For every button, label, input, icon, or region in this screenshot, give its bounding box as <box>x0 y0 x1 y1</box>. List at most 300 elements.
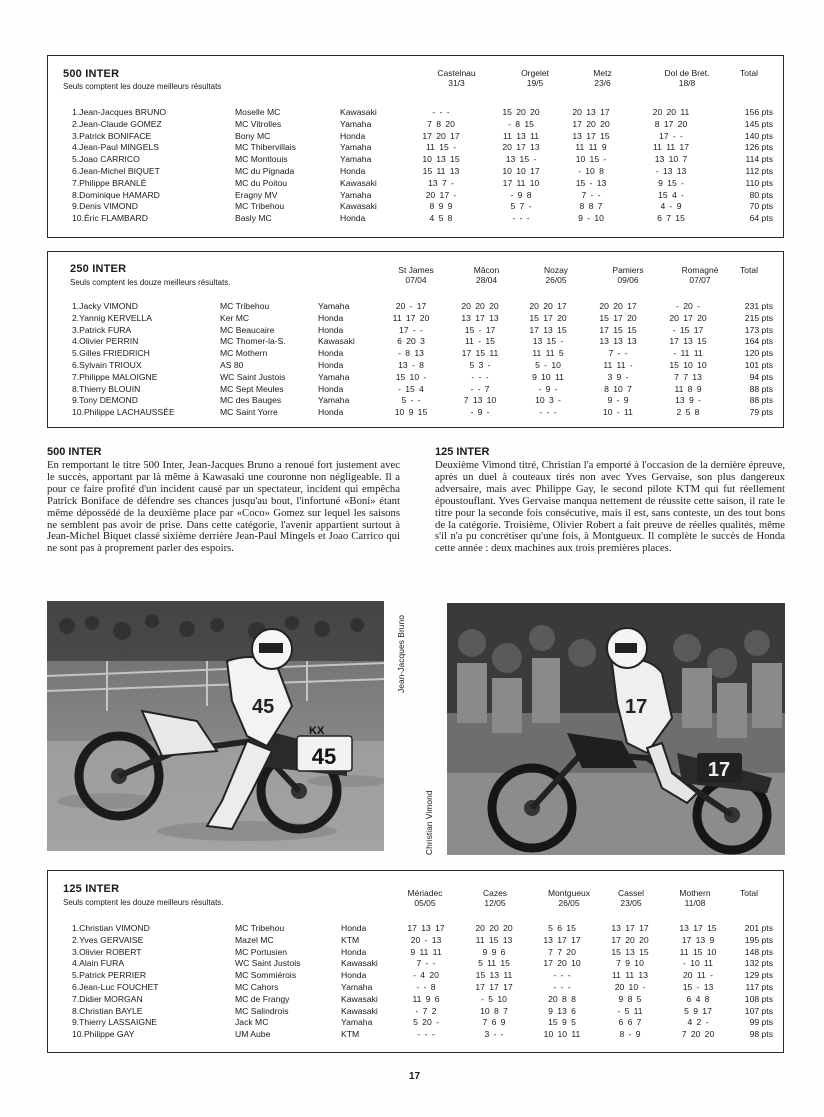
race-score: 15 - 13 <box>682 982 714 992</box>
standings-row <box>48 313 783 325</box>
rider-total: 112 pts <box>745 166 773 176</box>
standings-row <box>48 923 783 935</box>
standings-row <box>48 360 783 372</box>
rider-total: 88 pts <box>749 395 773 406</box>
article-500-body: En remportant le titre 500 Inter, Jean-Jacques Bruno a renoué fort justement avec le succès, apportant par là même à Kawasaki une couronne non négligeable. Il a pour ce faire profité d'un incident causé par un spectateur, incident qui empêcha Patrick Boniface de défendre ses chances jusqu'au bout, l'infortuné «Boni» étant même dépossédé de la deuxième place par «Coco» Gomez sur lequel les saisons ne semblent pas avoir de prise. Dans cette catégorie, l'avenir appartient surtout à Jean-Michel Biquet classé sixième derrière Jean-Paul Mingels et Joao Carrico qui ne sont pas à proprement parler des espoirs. <box>47 459 400 555</box>
rider-total: 101 pts <box>744 360 773 370</box>
race-header-3 <box>526 265 586 285</box>
rider-club: MC Tribehou <box>235 923 285 933</box>
race-score: 17 13 15 <box>529 324 567 335</box>
standings-row <box>48 1029 783 1041</box>
race-score: 13 13 13 <box>599 336 637 347</box>
race-score: 7 9 10 <box>616 958 644 969</box>
race-score: 20 10 - <box>614 982 646 992</box>
rider-name: 10.Éric FLAMBARD <box>72 213 148 224</box>
rider-total: 70 pts <box>749 201 773 212</box>
standings-250-title: 250 INTER <box>70 263 127 275</box>
rider-name: 7.Philippe MALOIGNE <box>72 371 158 382</box>
rider-bike: Kawasaki <box>340 107 377 117</box>
rider-total: 88 pts <box>749 383 773 394</box>
race-header-1 <box>386 265 446 285</box>
standings-row <box>48 154 783 166</box>
rider-name: 8.Dominique HAMARD <box>72 189 160 200</box>
rider-bike: Honda <box>318 324 344 335</box>
race-score: 20 13 17 <box>572 107 610 117</box>
rider-bike: Honda <box>341 970 367 981</box>
race-name: Metz <box>593 68 612 78</box>
standings-125-subtitle: Seuls comptent les douze meilleurs résultats. <box>63 898 224 907</box>
rider-bike: Yamaha <box>340 118 372 129</box>
svg-text:17: 17 <box>625 696 648 718</box>
race-date: 11/08 <box>684 898 706 908</box>
rider-name: 7.Didier MORGAN <box>72 993 143 1004</box>
race-name: Castelnau <box>437 68 476 78</box>
race-score: 6 7 15 <box>657 213 685 224</box>
race-score: 17 20 20 <box>611 934 649 945</box>
rider-club: MC Sommiérois <box>235 970 297 981</box>
rider-name: 2.Yannig KERVELLA <box>72 312 152 323</box>
rider-total: 195 pts <box>744 934 773 945</box>
rider-total: 201 pts <box>744 923 773 933</box>
race-score: 11 15 10 <box>679 946 717 957</box>
rider-total: 98 pts <box>749 1029 773 1040</box>
standings-row <box>48 348 783 360</box>
race-score: 17 15 15 <box>599 324 637 335</box>
race-score: 11 15 13 <box>475 934 513 945</box>
race-date: 05/05 <box>414 898 436 908</box>
rider-name: 8.Christian BAYLE <box>72 1005 143 1016</box>
race-header-3 <box>565 68 640 88</box>
rider-bike: Kawasaki <box>341 958 378 969</box>
standings-250-box <box>47 251 784 428</box>
rider-club: Basly MC <box>235 213 272 224</box>
rider-name: 2.Jean-Claude GOMEZ <box>72 118 162 129</box>
rider-name: 8.Thierry BLOUIN <box>72 383 141 394</box>
race-score: 13 7 - <box>428 177 454 188</box>
race-name: Cassel <box>618 888 644 898</box>
rider-bike: Yamaha <box>318 371 350 382</box>
race-date: 07/07 <box>689 275 711 285</box>
rider-total: 79 pts <box>749 407 773 418</box>
rider-total: 164 pts <box>744 336 773 347</box>
rider-name: 10.Philippe GAY <box>72 1029 135 1040</box>
standings-125-box <box>47 870 784 1053</box>
race-score: - 8 13 <box>398 348 424 359</box>
caption-jean-jacques-bruno: Jean-Jacques Bruno <box>396 615 406 693</box>
standings-row <box>48 166 783 178</box>
race-score: - 8 15 <box>508 118 534 129</box>
race-score: 17 15 11 <box>461 348 499 359</box>
rider-club: MC Montlouis <box>235 154 288 165</box>
rider-club: MC Cahors <box>235 982 279 992</box>
rider-name: 1.Jacky VIMOND <box>72 301 138 311</box>
rider-bike: KTM <box>341 934 360 945</box>
race-score: 10 13 15 <box>422 154 460 165</box>
race-date: 19/5 <box>526 78 544 88</box>
rider-club: MC Tribehou <box>235 201 285 212</box>
race-score: - - - <box>539 407 557 418</box>
race-score: - 9 8 <box>510 189 532 200</box>
total-header: Total <box>740 68 758 78</box>
plate-number-left: 45 <box>311 744 337 769</box>
race-score: - - - <box>432 107 450 117</box>
race-score: 17 13 17 <box>407 923 445 933</box>
rider-name: 5.Patrick PERRIER <box>72 970 147 981</box>
race-score: 20 20 17 <box>529 301 567 311</box>
race-score: - - - <box>417 1029 435 1040</box>
standings-row <box>48 336 783 348</box>
rider-name: 1.Jean-Jacques BRUNO <box>72 107 167 117</box>
race-score: 2 5 8 <box>676 407 700 418</box>
standings-500-subtitle: Seuls comptent les douze meilleurs résultats <box>63 82 222 91</box>
rider-total: 173 pts <box>744 324 773 335</box>
race-header-2 <box>454 265 519 285</box>
race-name: Cazes <box>482 888 508 898</box>
rider-total: 148 pts <box>744 946 773 957</box>
race-score: 13 17 17 <box>611 923 649 933</box>
rider-total: 231 pts <box>744 301 773 311</box>
rider-bike: Honda <box>341 946 367 957</box>
rider-name: 10.Philippe LACHAUSSÉE <box>72 407 175 418</box>
standings-row <box>48 190 783 202</box>
race-score: 11 11 17 <box>653 142 689 153</box>
rider-total: 117 pts <box>745 982 773 992</box>
rider-name: 5.Joao CARRICO <box>72 154 140 165</box>
race-name: Orgelet <box>521 68 549 78</box>
race-score: - 7 2 <box>415 1005 437 1016</box>
race-score: 13 17 15 <box>572 130 610 141</box>
race-date: 26/05 <box>558 898 580 908</box>
rider-club: AS 80 <box>220 360 244 370</box>
race-score: 13 17 15 <box>679 923 717 933</box>
rider-name: 7.Philippe BRANLÉ <box>72 177 147 188</box>
race-score: 13 15 - <box>532 336 564 347</box>
race-score: 6 4 8 <box>686 993 710 1004</box>
race-score: 10 15 - <box>575 154 607 165</box>
rider-total: 110 pts <box>745 177 773 188</box>
race-score: 15 10 - <box>395 371 427 382</box>
rider-name: 6.Jean-Luc FOUCHET <box>72 982 159 992</box>
rider-bike: Yamaha <box>340 189 372 200</box>
rider-club: MC Vitrolles <box>235 118 282 129</box>
rider-total: 107 pts <box>744 1005 773 1016</box>
race-score: 17 20 20 <box>572 118 610 129</box>
race-header-2 <box>495 68 575 88</box>
race-score: 13 10 7 <box>654 154 688 165</box>
rider-total: 156 pts <box>744 107 773 117</box>
race-header-4 <box>601 888 661 908</box>
rider-name: 5.Gilles FRIEDRICH <box>72 348 150 359</box>
rider-name: 3.Patrick BONIFACE <box>72 130 152 141</box>
rider-name: 3.Olivier ROBERT <box>72 946 142 957</box>
race-score: 7 - - <box>581 189 601 200</box>
rider-bike: Yamaha <box>318 301 350 311</box>
race-score: 20 11 - <box>683 970 713 981</box>
standings-row <box>48 958 783 970</box>
race-score: 9 13 6 <box>548 1005 576 1016</box>
photo-jean-jacques-bruno <box>47 601 384 851</box>
race-score: 6 20 3 <box>397 336 425 347</box>
standings-row <box>48 372 783 384</box>
race-header-5 <box>665 265 735 285</box>
race-score: 5 6 15 <box>548 923 576 933</box>
race-score: 15 20 20 <box>502 107 540 117</box>
standings-row <box>48 395 783 407</box>
rider-total: 80 pts <box>749 189 773 200</box>
race-score: - 4 20 <box>413 970 439 981</box>
race-date: 18/8 <box>678 78 696 88</box>
total-header: Total <box>740 265 758 275</box>
race-header-5 <box>660 888 730 908</box>
race-score: 13 17 17 <box>543 934 581 945</box>
rider-club: MC Beaucaire <box>220 324 275 335</box>
rider-club: MC Saint Yorre <box>220 407 278 418</box>
standings-row <box>48 142 783 154</box>
rider-bike: Honda <box>318 348 344 359</box>
standings-row <box>48 1006 783 1018</box>
race-date: 12/05 <box>484 898 506 908</box>
race-score: - - - <box>553 970 571 981</box>
rider-total: 120 pts <box>744 348 773 359</box>
race-header-1 <box>395 888 455 908</box>
rider-club: Mazel MC <box>235 934 274 945</box>
rider-bike: Honda <box>340 213 366 224</box>
race-header-4 <box>598 265 658 285</box>
race-score: 9 9 6 <box>482 946 506 957</box>
race-score: 20 - 13 <box>410 934 442 945</box>
race-score: 20 17 - <box>425 189 457 200</box>
race-date: 26/05 <box>545 275 567 285</box>
standings-500-box <box>47 55 784 238</box>
rider-club: MC Thibervillais <box>235 142 296 153</box>
race-header-3 <box>534 888 604 908</box>
race-name: Mâcon <box>473 265 500 275</box>
rider-name: 4.Alain FURA <box>72 958 125 969</box>
race-score: 5 - 10 <box>535 360 561 370</box>
race-date: 09/06 <box>617 275 639 285</box>
rider-bike: Kawasaki <box>341 1005 378 1016</box>
rider-total: 145 pts <box>744 118 773 129</box>
rider-bike: Honda <box>340 130 366 141</box>
race-score: 17 20 10 <box>543 958 581 969</box>
rider-total: 94 pts <box>749 371 773 382</box>
rider-total: 140 pts <box>744 130 773 141</box>
race-score: 17 - - <box>399 324 423 335</box>
race-name: Pamiers <box>612 265 644 275</box>
race-score: 9 8 5 <box>618 993 642 1004</box>
race-score: 11 8 9 <box>674 383 702 394</box>
standings-row <box>48 325 783 337</box>
race-score: 15 11 13 <box>422 166 460 176</box>
race-score: 17 13 9 <box>681 934 715 945</box>
standings-500-title: 500 INTER <box>63 68 120 80</box>
rider-club: MC Mothern <box>220 348 268 359</box>
race-score: 4 2 - <box>687 1017 709 1028</box>
race-score: - - - <box>471 371 489 382</box>
rider-club: MC Salindrois <box>235 1005 289 1016</box>
race-score: - 13 13 <box>655 166 687 176</box>
race-date: 31/3 <box>448 78 465 88</box>
race-score: 20 20 11 <box>652 107 690 117</box>
total-header: Total <box>740 888 758 898</box>
race-date: 23/05 <box>620 898 642 908</box>
race-date: 07/04 <box>405 275 427 285</box>
race-score: 3 9 - <box>607 371 629 382</box>
rider-name: 9.Denis VIMOND <box>72 201 138 212</box>
rider-bike: Yamaha <box>318 395 350 406</box>
article-125-body: Deuxième Vimond titré, Christian l'a emporté à l'occasion de la dernière épreuve, après un duel à couteaux tirés non avec Yves Gervaise, son plus dangereux adversaire, mais avec Philippe Gay, le second pilote KTM qui fut réellement époustouflant. Yves Gervaise manqua nettement de réussite cette saison, il rate le titre pour la seconde fois consécutive, mais il est, sans conteste, un des tout bons de la catégorie. Troisième, Olivier Robert a fait preuve de réelles qualités, même s'il n'a pu concrétiser qu'une fois, à Montgueux. Il complète le succès de Honda cette année : deux machines aux trois premières places. <box>435 459 785 555</box>
race-score: 20 17 20 <box>669 312 707 323</box>
race-score: 15 17 20 <box>529 312 567 323</box>
rider-name: 1.Christian VIMOND <box>72 923 150 933</box>
race-score: 17 20 17 <box>422 130 460 141</box>
race-score: 8 - 9 <box>619 1029 641 1040</box>
rider-club: MC Sept Meules <box>220 383 284 394</box>
rider-club: Jack MC <box>235 1017 269 1028</box>
article-500-heading: 500 INTER <box>47 446 102 458</box>
rider-name: 6.Jean-Michel BIQUET <box>72 166 160 176</box>
race-score: 7 20 20 <box>681 1029 715 1040</box>
race-name: Romagné <box>681 265 719 275</box>
race-score: 7 - - <box>416 958 436 969</box>
race-score: 11 11 5 <box>532 348 564 359</box>
rider-club: MC Tribehou <box>220 301 270 311</box>
race-score: 8 17 20 <box>654 118 688 129</box>
race-score: 15 13 11 <box>475 970 513 981</box>
race-score: 17 11 10 <box>502 177 540 188</box>
article-125-heading: 125 INTER <box>435 446 490 458</box>
race-score: 10 - 11 <box>603 407 633 418</box>
race-score: 11 13 11 <box>503 130 539 141</box>
race-score: 8 9 9 <box>429 201 453 212</box>
race-score: 20 - 17 <box>395 301 427 311</box>
race-score: 10 3 - <box>535 395 561 406</box>
race-score: - 15 4 <box>398 383 424 394</box>
rider-club: MC Portusien <box>235 946 288 957</box>
race-score: - 11 11 <box>673 348 703 359</box>
race-score: 15 17 20 <box>599 312 637 323</box>
standings-row <box>48 201 783 213</box>
race-score: - 9 - <box>470 407 490 418</box>
race-header-2 <box>465 888 525 908</box>
race-score: 20 17 13 <box>502 142 540 153</box>
standings-125-title: 125 INTER <box>63 883 120 895</box>
rider-total: 129 pts <box>744 970 773 981</box>
race-score: 13 15 - <box>505 154 537 165</box>
rider-total: 114 pts <box>745 154 773 165</box>
race-score: 9 15 - <box>658 177 684 188</box>
race-name: Montgueux <box>547 888 591 898</box>
race-score: 8 10 7 <box>604 383 632 394</box>
race-score: - - - <box>512 213 530 224</box>
rider-name: 2.Yves GERVAISE <box>72 934 144 945</box>
race-header-1 <box>414 68 499 88</box>
standings-row <box>48 1017 783 1029</box>
race-date: 28/04 <box>475 275 498 285</box>
race-score: 9 11 11 <box>410 946 442 957</box>
race-score: 11 11 - <box>603 360 633 370</box>
rider-bike: Kawasaki <box>340 201 377 212</box>
rider-bike: Honda <box>318 360 344 370</box>
rider-bike: Kawasaki <box>341 993 378 1004</box>
race-score: 4 - 9 <box>660 201 682 212</box>
race-score: 15 - 13 <box>575 177 607 188</box>
race-score: 15 9 5 <box>548 1017 576 1028</box>
rider-club: MC Thomer-la-S. <box>220 336 286 347</box>
rider-bike: Yamaha <box>340 154 372 165</box>
race-score: 13 17 13 <box>461 312 499 323</box>
rider-club: WC Saint Justois <box>235 958 301 969</box>
race-score: 20 20 17 <box>599 301 637 311</box>
race-score: 20 20 20 <box>475 923 513 933</box>
race-name: Mothern <box>679 888 711 898</box>
race-score: 7 - - <box>608 348 628 359</box>
race-score: 11 11 9 <box>575 142 607 153</box>
standings-row <box>48 213 783 225</box>
plate-number-right: 17 <box>707 759 731 781</box>
race-score: - - 7 <box>470 383 490 394</box>
rider-bike: Honda <box>318 312 344 323</box>
rider-bike: Honda <box>318 407 344 418</box>
standings-row <box>48 935 783 947</box>
rider-bike: Yamaha <box>341 982 373 992</box>
race-score: 6 6 7 <box>618 1017 642 1028</box>
race-score: 13 9 - <box>675 395 701 406</box>
rider-club: Ker MC <box>220 312 250 323</box>
rider-bike: KTM <box>341 1029 360 1040</box>
standings-row <box>48 970 783 982</box>
race-score: 17 13 15 <box>669 336 707 347</box>
bike-brand-left: KX <box>309 725 325 737</box>
race-score: - 10 8 <box>578 166 604 176</box>
race-score: - 9 - <box>538 383 558 394</box>
race-score: 11 15 - <box>426 142 456 153</box>
rider-club: MC du Pignada <box>235 166 295 176</box>
race-score: 11 - 15 <box>465 336 495 347</box>
standings-row <box>48 178 783 190</box>
race-score: - 10 11 <box>683 958 713 969</box>
race-score: 3 - - <box>484 1029 504 1040</box>
standings-row <box>48 301 783 313</box>
race-score: 15 4 - <box>658 189 684 200</box>
standings-250-subtitle: Seuls comptent les douze meilleurs résultats. <box>70 278 231 287</box>
race-score: - 20 - <box>676 301 700 311</box>
race-score: 7 13 10 <box>463 395 497 406</box>
race-name: Mériadec <box>407 888 443 898</box>
rider-total: 108 pts <box>744 993 773 1004</box>
race-date: 23/6 <box>594 78 611 88</box>
race-score: 7 7 20 <box>548 946 576 957</box>
race-score: 7 7 13 <box>674 371 702 382</box>
race-score: 15 10 10 <box>669 360 707 370</box>
race-score: 5 3 - <box>469 360 491 370</box>
rider-bike: Kawasaki <box>340 177 377 188</box>
race-score: 20 8 8 <box>548 993 576 1004</box>
rider-total: 126 pts <box>744 142 773 153</box>
rider-club: WC Saint Justois <box>220 371 286 382</box>
rider-club: MC de Frangy <box>235 993 290 1004</box>
rider-club: MC des Bauges <box>220 395 282 406</box>
race-score: 7 6 9 <box>482 1017 506 1028</box>
race-score: 10 10 11 <box>543 1029 581 1040</box>
race-score: 17 17 17 <box>475 982 513 992</box>
rider-bike: Yamaha <box>341 1017 373 1028</box>
rider-club: UM Aube <box>235 1029 271 1040</box>
race-score: 5 - - <box>401 395 421 406</box>
race-score: - - 8 <box>416 982 436 992</box>
race-score: - 15 17 <box>672 324 704 335</box>
standings-row <box>48 131 783 143</box>
